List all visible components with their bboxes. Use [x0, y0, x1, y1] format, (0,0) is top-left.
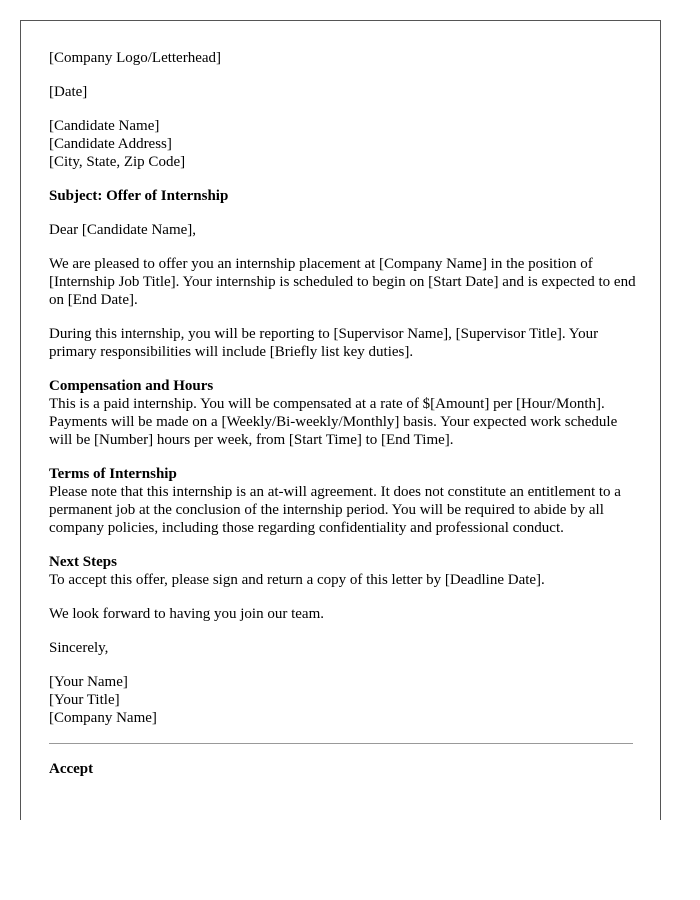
divider: [49, 743, 633, 744]
letter-subject: Subject: Offer of Internship: [49, 188, 229, 204]
compensation-heading: Compensation and Hours: [49, 378, 214, 394]
acceptance-heading-cut: Accept: [49, 761, 94, 777]
letter-date: [Date]: [49, 84, 88, 100]
letterhead: [Company Logo/Letterhead]: [49, 50, 222, 66]
closing-line: We look forward to having you join our team.: [49, 606, 324, 622]
signer-name: [Your Name]: [49, 674, 128, 690]
recipient-address: [49, 117, 639, 171]
recipient-street: [Candidate Address]: [49, 136, 172, 152]
next-steps-heading: Next Steps: [49, 554, 117, 570]
terms-body: Please note that this internship is an at-will agreement. It does not constitute an entitlement to a permanent job at the conclusion of the internship period. You will be required to abide by all company policies, including those regarding confidentiality and professional conduct.: [49, 484, 621, 536]
signer-company: [Company Name]: [49, 710, 157, 726]
intro-paragraph: We are pleased to offer you an internship placement at [Company Name] in the position of [Internship Job Title]. Your internship is scheduled to begin on [Start Date] and is expected to end on [End Date].: [49, 256, 636, 308]
letter-content: [49, 49, 639, 778]
letter-page: [20, 20, 661, 820]
next-steps-body: To accept this offer, please sign and return a copy of this letter by [Deadline Date].: [49, 572, 545, 588]
terms-heading: Terms of Internship: [49, 466, 177, 482]
compensation-section: [49, 377, 639, 449]
signer-title: [Your Title]: [49, 692, 120, 708]
terms-section: [49, 465, 639, 537]
signoff: Sincerely,: [49, 640, 109, 656]
signature-block: [49, 673, 639, 727]
next-steps-section: [49, 553, 639, 589]
recipient-name: [Candidate Name]: [49, 118, 160, 134]
salutation: Dear [Candidate Name],: [49, 222, 197, 238]
recipient-city: [City, State, Zip Code]: [49, 154, 186, 170]
compensation-body: This is a paid internship. You will be compensated at a rate of $[Amount] per [Hour/Month]. Payments will be made on a [Weekly/Bi-weekly/Monthly] basis. Your expected work schedule will be [Number] hours per week, from [Start Time] to [End Time].: [49, 396, 618, 448]
reporting-paragraph: During this internship, you will be reporting to [Supervisor Name], [Supervisor Title]. Your primary responsibilities will include [Briefly list key duties].: [49, 326, 599, 360]
